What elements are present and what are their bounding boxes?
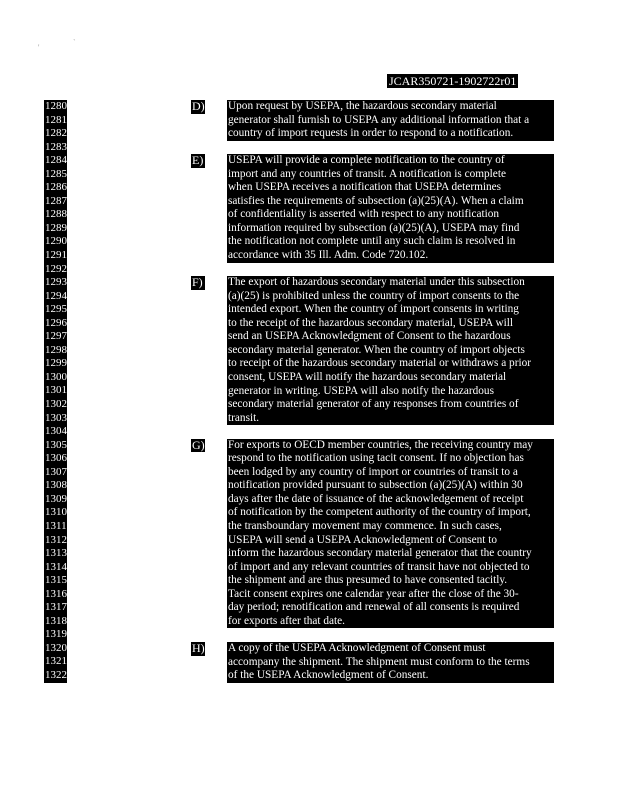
text-line: day period; renotification and renewal of all consents is required <box>228 601 520 614</box>
text-line: For exports to OECD member countries, the receiving country may <box>228 438 533 451</box>
text-line: satisfies the requirements of subsection (a)(25)(A). When a claim <box>228 194 524 207</box>
text-line: generator shall furnish to USEPA any additional information that a <box>228 113 530 126</box>
line-number: 1309 <box>45 492 67 505</box>
line-number: 1293 <box>45 276 67 289</box>
subsection-letter: E) <box>192 153 204 168</box>
line-number: 1291 <box>45 249 67 262</box>
text-line: USEPA will provide a complete notification to the country of <box>228 154 505 167</box>
line-number: 1322 <box>45 668 67 681</box>
text-line: USEPA will send a USEPA Acknowledgment of Consent to <box>228 533 498 546</box>
line-number: 1310 <box>45 506 67 519</box>
line-number: 1283 <box>45 140 67 153</box>
text-line: to receipt of the hazardous secondary material or withdraws a prior <box>228 357 532 370</box>
line-number: 1315 <box>45 574 67 587</box>
document-header-code: JCAR350721-1902722r01 <box>389 74 517 88</box>
text-line: been lodged by any country of import or countries of transit to a <box>228 465 518 478</box>
line-number: 1300 <box>45 370 67 383</box>
subsection-text <box>227 100 554 141</box>
text-line: the notification not complete until any such claim is resolved in <box>228 235 516 248</box>
line-number: 1314 <box>45 560 67 573</box>
subsection-letter: G) <box>192 437 205 452</box>
text-line: of confidentiality is asserted with respect to any notification <box>228 208 500 221</box>
line-number: 1292 <box>45 262 67 275</box>
text-line: accompany the shipment. The shipment must conform to the terms <box>228 655 530 668</box>
line-number: 1284 <box>45 154 67 167</box>
text-line: of the USEPA Acknowledgment of Consent. <box>228 669 429 682</box>
text-line: days after the date of issuance of the acknowledgement of receipt <box>228 492 524 505</box>
scan-artifact: ` <box>73 38 76 47</box>
line-number: 1286 <box>45 181 67 194</box>
line-number: 1296 <box>45 316 67 329</box>
line-number: 1281 <box>45 113 67 126</box>
line-number: 1282 <box>45 127 67 140</box>
subsection-text <box>227 439 554 629</box>
line-number: 1306 <box>45 452 67 465</box>
text-line: Upon request by USEPA, the hazardous secondary material <box>228 100 497 112</box>
text-line: secondary material generator of any responses from countries of <box>228 398 519 411</box>
line-number: 1299 <box>45 357 67 370</box>
line-number: 1285 <box>45 167 67 180</box>
line-number: 1289 <box>45 221 67 234</box>
line-number: 1319 <box>45 628 67 641</box>
subsection-letter: F) <box>191 276 205 290</box>
text-line: import and any countries of transit. A notification is complete <box>228 167 506 180</box>
text-line: inform the hazardous secondary material generator that the country <box>228 547 532 560</box>
text-line: Tacit consent expires one calendar year after the close of the 30- <box>228 587 519 600</box>
line-number: 1287 <box>45 194 67 207</box>
line-number: 1312 <box>45 533 67 546</box>
text-line: transit. <box>228 411 260 424</box>
text-line: of import and any relevant countries of transit have not objected to <box>228 560 530 573</box>
subsection-text <box>227 642 554 683</box>
text-line: send an USEPA Acknowledgment of Consent to the hazardous <box>228 330 511 343</box>
line-number: 1280 <box>45 100 67 112</box>
line-number: 1297 <box>45 330 67 343</box>
line-number: 1305 <box>45 438 67 451</box>
text-line: to the receipt of the hazardous secondary material, USEPA will <box>228 316 514 329</box>
text-line: consent, USEPA will notify the hazardous secondary material <box>228 370 507 383</box>
subsection-text <box>227 276 554 425</box>
text-line: A copy of the USEPA Acknowledgment of Consent must <box>228 642 486 654</box>
line-number: 1317 <box>45 601 67 614</box>
line-number: 1320 <box>45 641 67 654</box>
line-number: 1301 <box>45 384 67 397</box>
line-number: 1303 <box>45 411 67 424</box>
text-line: respond to the notification using tacit consent. If no objection has <box>228 452 524 465</box>
scan-artifact: ' <box>38 43 40 52</box>
line-number: 1307 <box>45 465 67 478</box>
line-number: 1290 <box>45 235 67 248</box>
subsection-text <box>227 154 554 262</box>
line-number: 1321 <box>45 655 67 668</box>
text-line: when USEPA receives a notification that USEPA determines <box>228 181 502 194</box>
text-line: information required by subsection (a)(25)(A), USEPA may find <box>228 221 520 234</box>
text-line: secondary material generator. When the country of import objects <box>228 343 525 356</box>
text-line: the shipment and are thus presumed to have consented tacitly. <box>228 574 508 587</box>
text-line: for exports after that date. <box>228 614 345 627</box>
line-number: 1311 <box>45 519 67 532</box>
line-number: 1294 <box>45 289 67 302</box>
text-line: notification provided pursuant to subsection (a)(25)(A) within 30 <box>228 479 523 492</box>
text-line: accordance with 35 Ill. Adm. Code 720.102. <box>228 249 429 262</box>
line-number: 1313 <box>45 547 67 560</box>
line-number: 1318 <box>45 614 67 627</box>
text-line: country of import requests in order to respond to a notification. <box>228 127 514 140</box>
subsection-letter: H) <box>192 641 205 655</box>
subsection-letter: D) <box>192 99 205 113</box>
line-number: 1288 <box>45 208 67 221</box>
line-number: 1295 <box>45 303 67 316</box>
line-number: 1302 <box>45 398 67 411</box>
text-line: The export of hazardous secondary material under this subsection <box>228 276 525 289</box>
line-number: 1304 <box>45 425 67 438</box>
line-number: 1308 <box>45 479 67 492</box>
text-line: (a)(25) is prohibited unless the country of import consents to the <box>228 289 520 302</box>
text-line: of notification by the competent authority of the country of import, <box>228 506 531 519</box>
text-line: generator in writing. USEPA will also notify the hazardous <box>228 384 494 397</box>
line-number-column <box>44 100 67 683</box>
line-number: 1298 <box>45 343 67 356</box>
line-number: 1316 <box>45 587 67 600</box>
text-line: intended export. When the country of import consents in writing <box>228 303 519 316</box>
text-line: the transboundary movement may commence. In such cases, <box>228 520 502 533</box>
